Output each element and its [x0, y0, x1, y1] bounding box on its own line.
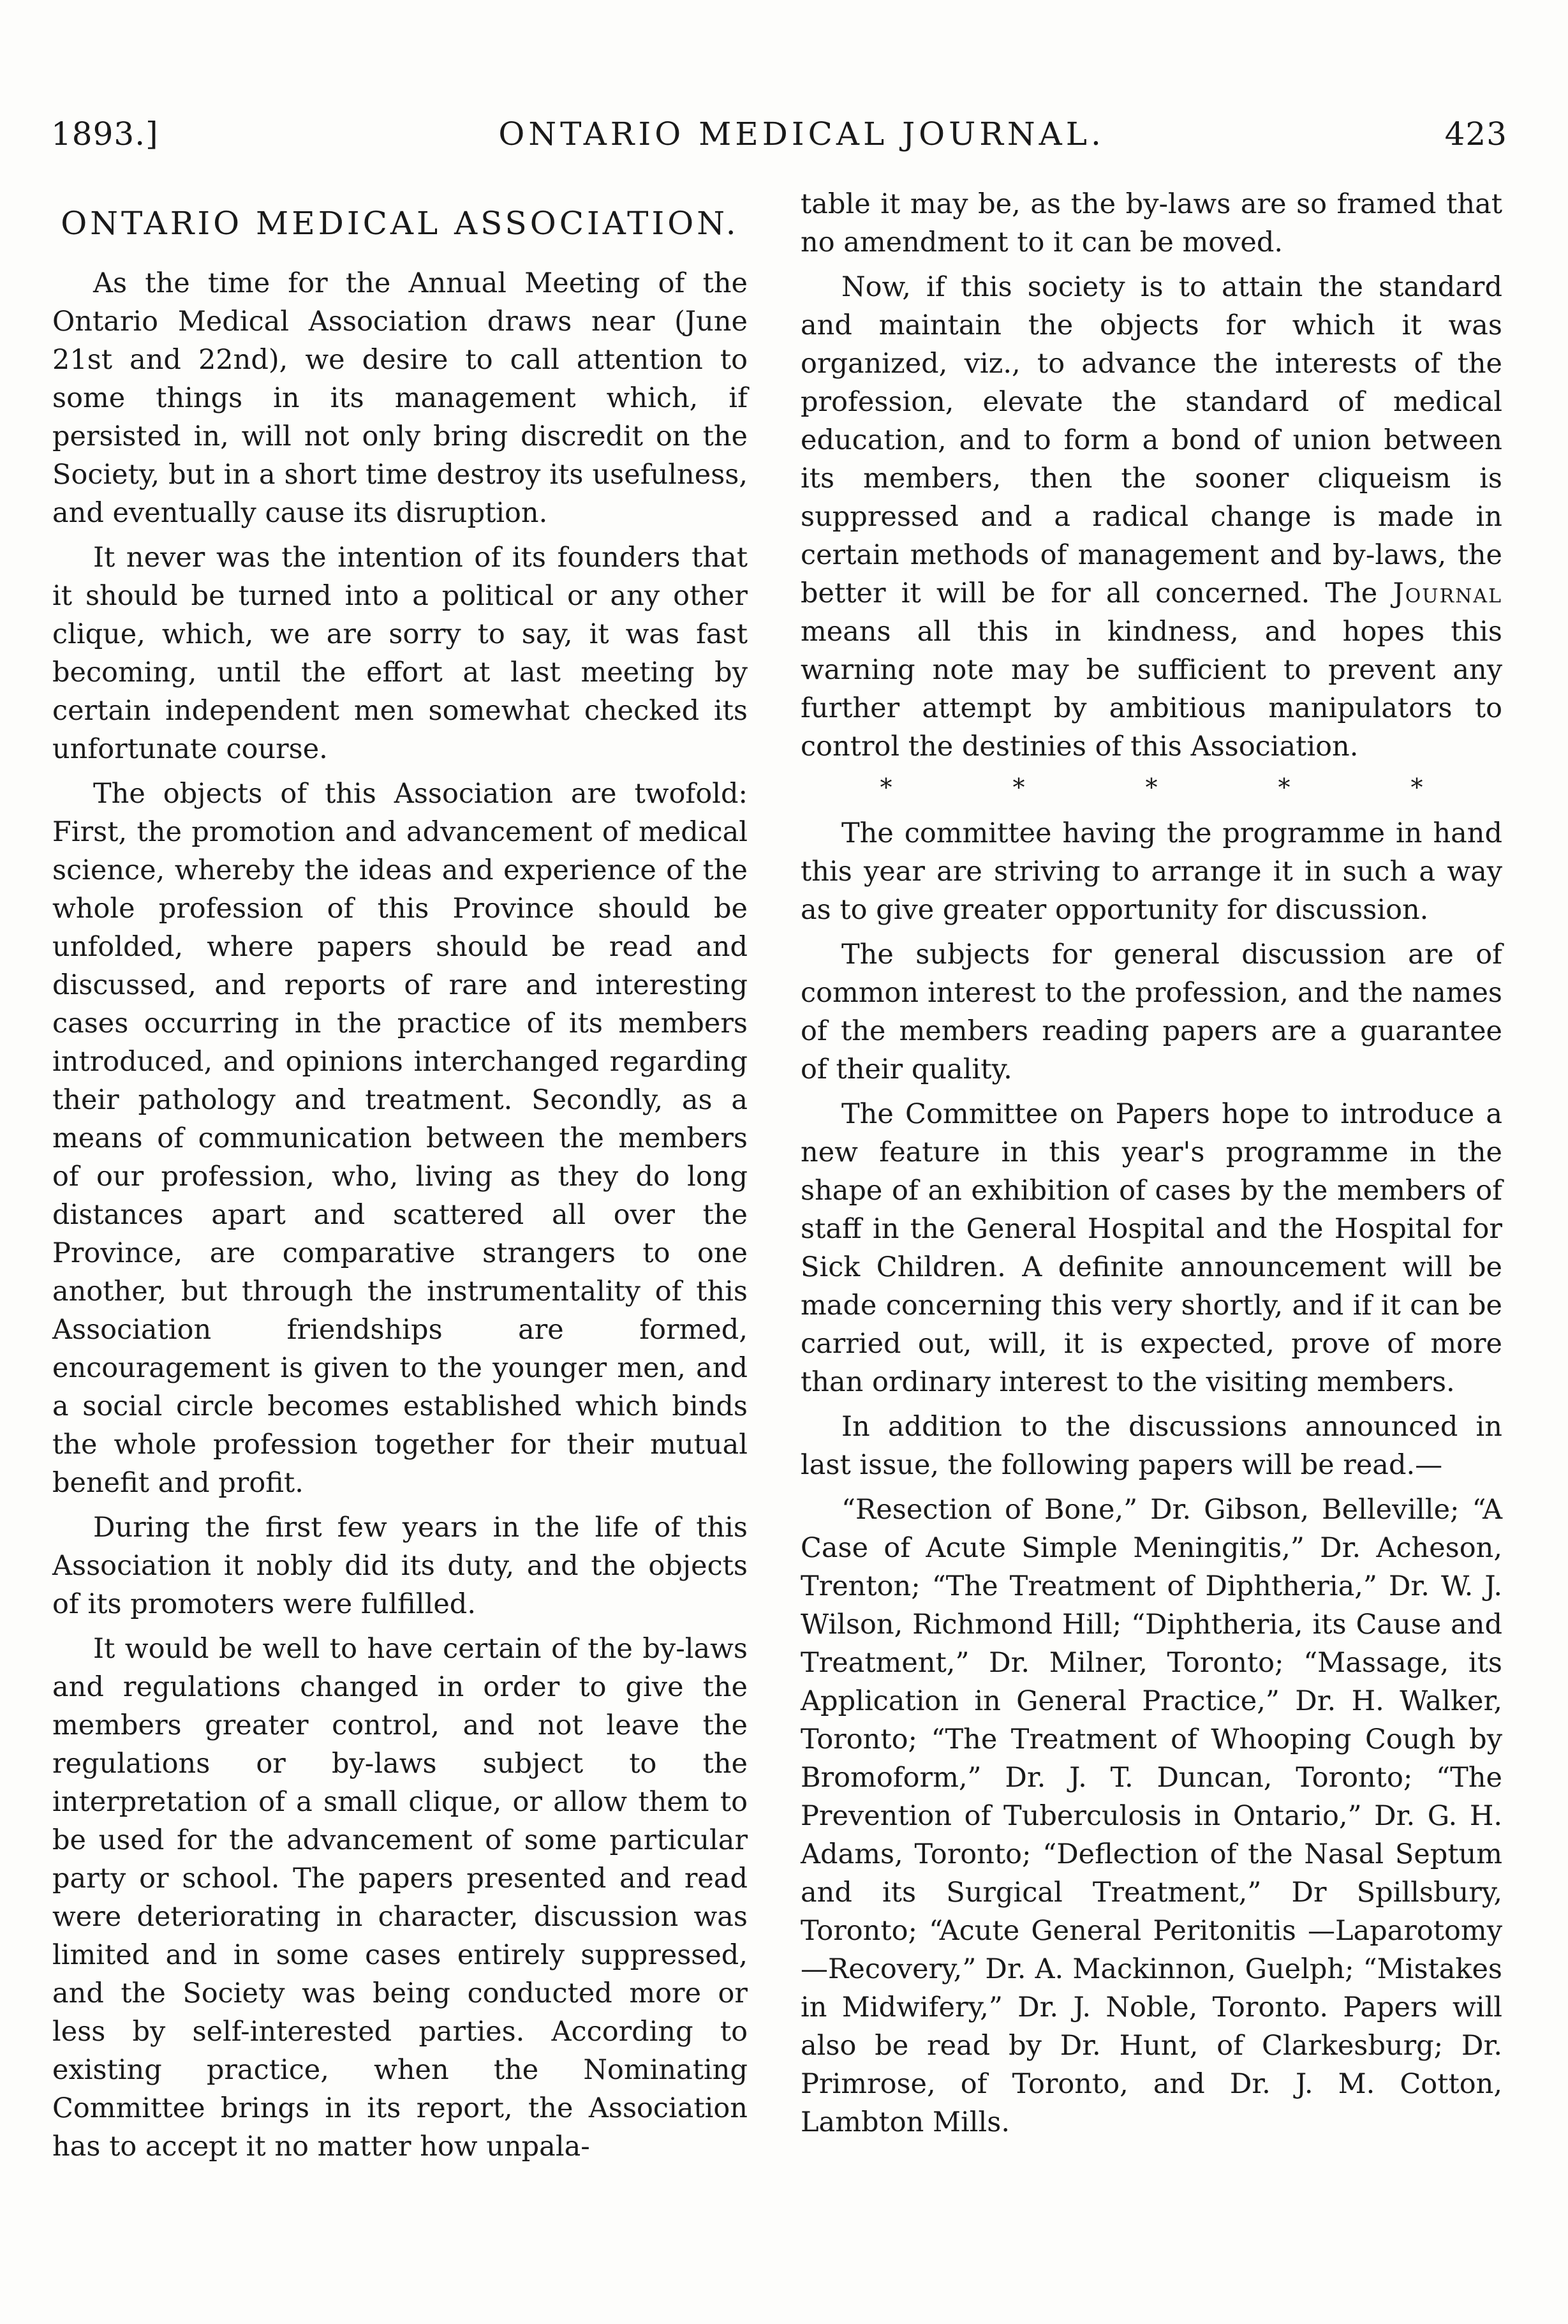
- paragraph: During the first few years in the life of this Association it nobly did its duty, and the objects of its promoters were fulfilled.: [52, 1512, 748, 1620]
- paragraph: It never was the intention of its founders that it should be turned into a political or any other clique, which, we are sorry to say, it was fast becoming, until the effort at last meeting by certain independent men somewhat checked its unfortunate course.: [52, 542, 748, 765]
- paragraph: It would be well to have certain of the by-laws and regulations changed in order to give the members greater control, and not leave the regulations or by-laws subject to the interpretation of a small clique, or allow them to be used for the advancement of some particular party or school. The papers presented and read were deteriorating in character, discussion was limited and in some cases entirely suppressed, and the Society was being conducted more or less by self-interested parties. According to existing practice, when the Nominating Committee brings in its report, the Association has to accept it no matter how unpala-: [52, 1633, 748, 2163]
- divider-star: *: [880, 773, 892, 801]
- paragraph: “Resection of Bone,” Dr. Gibson, Belleville; “A Case of Acute Simple Meningitis,” Dr. Acheson, Trenton; “The Treatment of Diphtheria,” Dr. W. J. Wilson, Richmond Hill; “Diphtheria, its Cause and Treatment,” Dr. Milner, Toronto; “Massage, its Application in General Practice,” Dr. H. Walker, Toronto; “The Treatment of Whooping Cough by Bromoform,” Dr. J. T. Duncan, Toronto; “The Prevention of Tuberculosis in Ontario,” Dr. G. H. Adams, Toronto; “Deflection of the Nasal Septum and its Surgical Treatment,” Dr Spillsbury, Toronto; “Acute General Peritonitis —Laparotomy—Recovery,” Dr. A. Mackinnon, Guelph; “Mistakes in Midwifery,” Dr. J. Noble, Toronto. Papers will also be read by Dr. Hunt, of Clarkesburg; Dr. Primrose, of Toronto, and Dr. J. M. Cotton, Lambton Mills.: [801, 1494, 1502, 2138]
- page-number: 423: [1444, 115, 1507, 153]
- journal-title: ONTARIO MEDICAL JOURNAL.: [498, 115, 1105, 153]
- paragraph: In addition to the discussions announced in last issue, the following papers will be read.—: [801, 1411, 1502, 1481]
- paragraph: The committee having the programme in hand this year are striving to arrange it in such a way as to give greater opportunity for discussion.: [801, 817, 1502, 926]
- paragraph: The subjects for general discussion are of common interest to the profession, and the names of the members reading papers are a guarantee of their quality.: [801, 939, 1502, 1085]
- header-date: 1893.]: [51, 115, 159, 153]
- article-title: ONTARIO MEDICAL ASSOCIATION.: [61, 205, 739, 242]
- left-column: [52, 191, 748, 2166]
- paragraph-continuation: table it may be, as the by-laws are so framed that no amendment to it can be moved.: [801, 188, 1502, 258]
- right-column: [801, 185, 1502, 2142]
- paragraph: As the time for the Annual Meeting of the Ontario Medical Association draws near (June 21st and 22nd), we desire to call attention to some things in its management which, if persisted in, will not only bring discredit on the Society, but in a short time destroy its usefulness, and eventually cause its disruption.: [52, 267, 748, 529]
- divider-star: *: [1278, 773, 1291, 801]
- divider-star: *: [1012, 773, 1025, 801]
- divider-star: *: [1410, 773, 1423, 801]
- paragraph: The objects of this Association are twofold: First, the promotion and advancement of medical science, whereby the ideas and experience of the whole profession of this Province should be unfolded, where papers should be read and discussed, and reports of rare and interesting cases occurring in the practice of its members introduced, and opinions interchanged regarding their pathology and treatment. Secondly, as a means of communication between the members of our profession, who, living as they do long distances apart and scattered all over the Province, are comparative strangers to one another, but through the instrumentality of this Association friendships are formed, encouragement is given to the younger men, and a social circle becomes established which binds the whole profession together for their mutual benefit and profit.: [52, 778, 748, 1499]
- running-header: [51, 105, 1507, 163]
- paragraph-text: means all this in kindness, and hopes this warning note may be sufficient to prevent any further attempt by ambitious manipulators to control the destinies of this Association.: [801, 616, 1502, 763]
- paragraph: The Committee on Papers hope to introduce a new feature in this year's programme in the shape of an exhibition of cases by the members of staff in the General Hospital and the Hospital for Sick Children. A definite announcement will be made concerning this very shortly, and if it can be carried out, will, it is expected, prove of more than ordinary interest to the visiting members.: [801, 1098, 1502, 1398]
- journal-name: Journal: [1393, 577, 1502, 609]
- paragraph-text: Now, if this society is to attain the standard and maintain the objects for which it was organized, viz., to advance the interests of the profession, elevate the standard of medical education, and to form a bond of union between its members, then the sooner cliqueism is suppressed and a radical change is made in certain methods of management and by-laws, the better it will be for all concerned. The: [801, 271, 1502, 609]
- divider-star: *: [1145, 773, 1158, 801]
- paragraph: [801, 268, 1502, 766]
- section-divider: [801, 768, 1502, 807]
